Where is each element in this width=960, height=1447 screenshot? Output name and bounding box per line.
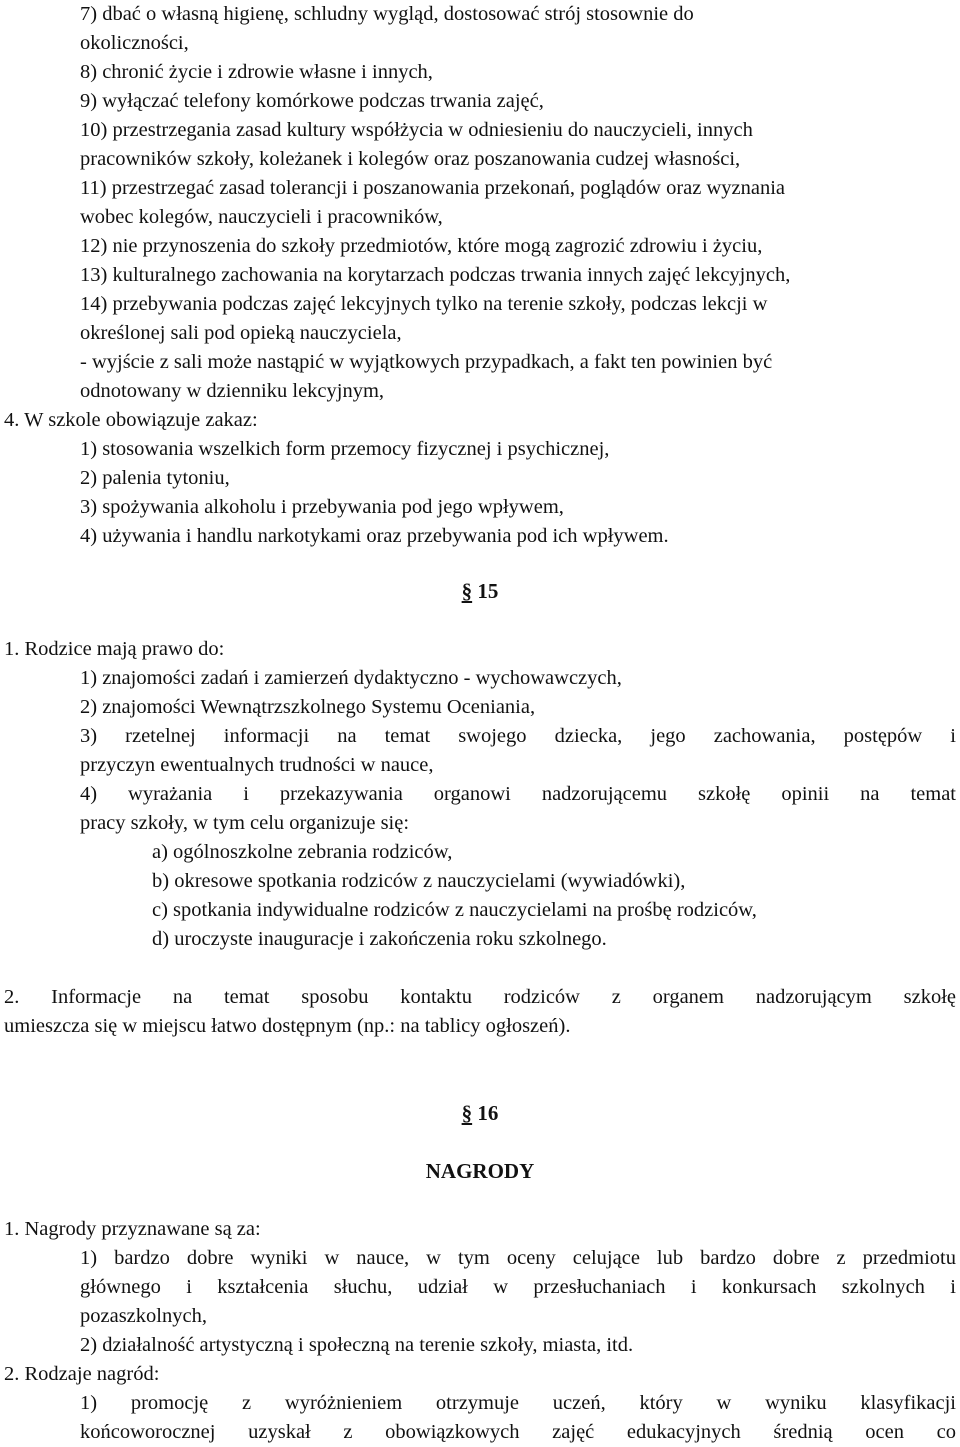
list-item: 4) wyrażania i przekazywania organowi nadzorującemu szkołę opinii na temat	[80, 783, 956, 805]
list-item: 8) chronić życie i zdrowie własne i innych,	[80, 61, 433, 83]
paragraph-2-cont: umieszcza się w miejscu łatwo dostępnym (np.: na tablicy ogłoszeń).	[4, 1015, 571, 1037]
list-item: pracowników szkoły, koleżanek i kolegów oraz poszanowania cudzej własności,	[80, 148, 741, 170]
section-number: 16	[477, 1101, 499, 1125]
section-number-15	[0, 577, 960, 606]
list-item: przyczyn ewentualnych trudności w nauce,	[80, 754, 434, 776]
list-item: 1) bardzo dobre wyniki w nauce, w tym oceny celujące lub bardzo dobre z przedmiotu	[80, 1247, 956, 1269]
list-item: 4) używania i handlu narkotykami oraz przebywania pod ich wpływem.	[80, 525, 669, 547]
sub-list-item: c) spotkania indywidualne rodziców z nauczycielami na prośbę rodziców,	[152, 899, 757, 921]
list-item: pracy szkoły, w tym celu organizuje się:	[80, 812, 410, 834]
section-number-16	[0, 1099, 960, 1128]
list-item: 7) dbać o własną higienę, schludny wygląd, dostosować strój stosownie do	[80, 3, 694, 25]
list-item: głównego i kształcenia słuchu, udział w przesłuchaniach i konkursach szkolnych i	[80, 1276, 956, 1298]
sub-list-item: a) ogólnoszkolne zebrania rodziców,	[152, 841, 453, 863]
list-item: 14) przebywania podczas zajęć lekcyjnych tylko na terenie szkoły, podczas lekcji w	[80, 293, 768, 315]
list-item: odnotowany w dzienniku lekcyjnym,	[80, 380, 385, 402]
list-item: 1) stosowania wszelkich form przemocy fizycznej i psychicznej,	[80, 438, 610, 460]
paragraph-heading: 1. Nagrody przyznawane są za:	[4, 1218, 261, 1240]
paragraph-2: 2. Informacje na temat sposobu kontaktu rodziców z organem nadzorującym szkołę	[4, 986, 956, 1008]
list-item: 9) wyłączać telefony komórkowe podczas trwania zajęć,	[80, 90, 544, 112]
list-item: końcoworocznej uzyskał z obowiązkowych zajęć edukacyjnych średnią ocen co	[80, 1421, 956, 1443]
paragraph-heading: 4. W szkole obowiązuje zakaz:	[4, 409, 258, 431]
list-item: 1) promocję z wyróżnieniem otrzymuje uczeń, który w wyniku klasyfikacji	[80, 1392, 956, 1414]
section-number: 15	[477, 579, 499, 603]
list-item: pozaszkolnych,	[80, 1305, 207, 1327]
list-item: 2) palenia tytoniu,	[80, 467, 230, 489]
list-item: okoliczności,	[80, 32, 189, 54]
list-item: 11) przestrzegać zasad tolerancji i poszanowania przekonań, poglądów oraz wyznania	[80, 177, 786, 199]
section-sign: §	[461, 579, 473, 603]
list-item: wobec kolegów, nauczycieli i pracowników,	[80, 206, 443, 228]
section-sign: §	[461, 1101, 473, 1125]
list-item: 13) kulturalnego zachowania na korytarzach podczas trwania innych zajęć lekcyjnych,	[80, 264, 791, 286]
section-heading: NAGRODY	[425, 1159, 535, 1183]
list-item: 2) znajomości Wewnątrzszkolnego Systemu Oceniania,	[80, 696, 536, 718]
sub-list-item: b) okresowe spotkania rodziców z nauczycielami (wywiadówki),	[152, 870, 686, 892]
sub-list-item: d) uroczyste inauguracje i zakończenia roku szkolnego.	[152, 928, 607, 950]
paragraph-heading: 1. Rodzice mają prawo do:	[4, 638, 225, 660]
list-item: 3) rzetelnej informacji na temat swojego dziecka, jego zachowania, postępów i	[80, 725, 956, 747]
list-item: 12) nie przynoszenia do szkoły przedmiotów, które mogą zagrozić zdrowiu i życiu,	[80, 235, 763, 257]
paragraph-heading: 2. Rodzaje nagród:	[4, 1363, 160, 1385]
list-item: - wyjście z sali może nastąpić w wyjątkowych przypadkach, a fakt ten powinien być	[80, 351, 773, 373]
list-item: określonej sali pod opieką nauczyciela,	[80, 322, 402, 344]
list-item: 3) spożywania alkoholu i przebywania pod jego wpływem,	[80, 496, 564, 518]
list-item: 10) przestrzegania zasad kultury współżycia w odniesieniu do nauczycieli, innych	[80, 119, 753, 141]
list-item: 2) działalność artystyczną i społeczną na terenie szkoły, miasta, itd.	[80, 1334, 634, 1356]
list-item: 1) znajomości zadań i zamierzeń dydaktyczno - wychowawczych,	[80, 667, 622, 689]
